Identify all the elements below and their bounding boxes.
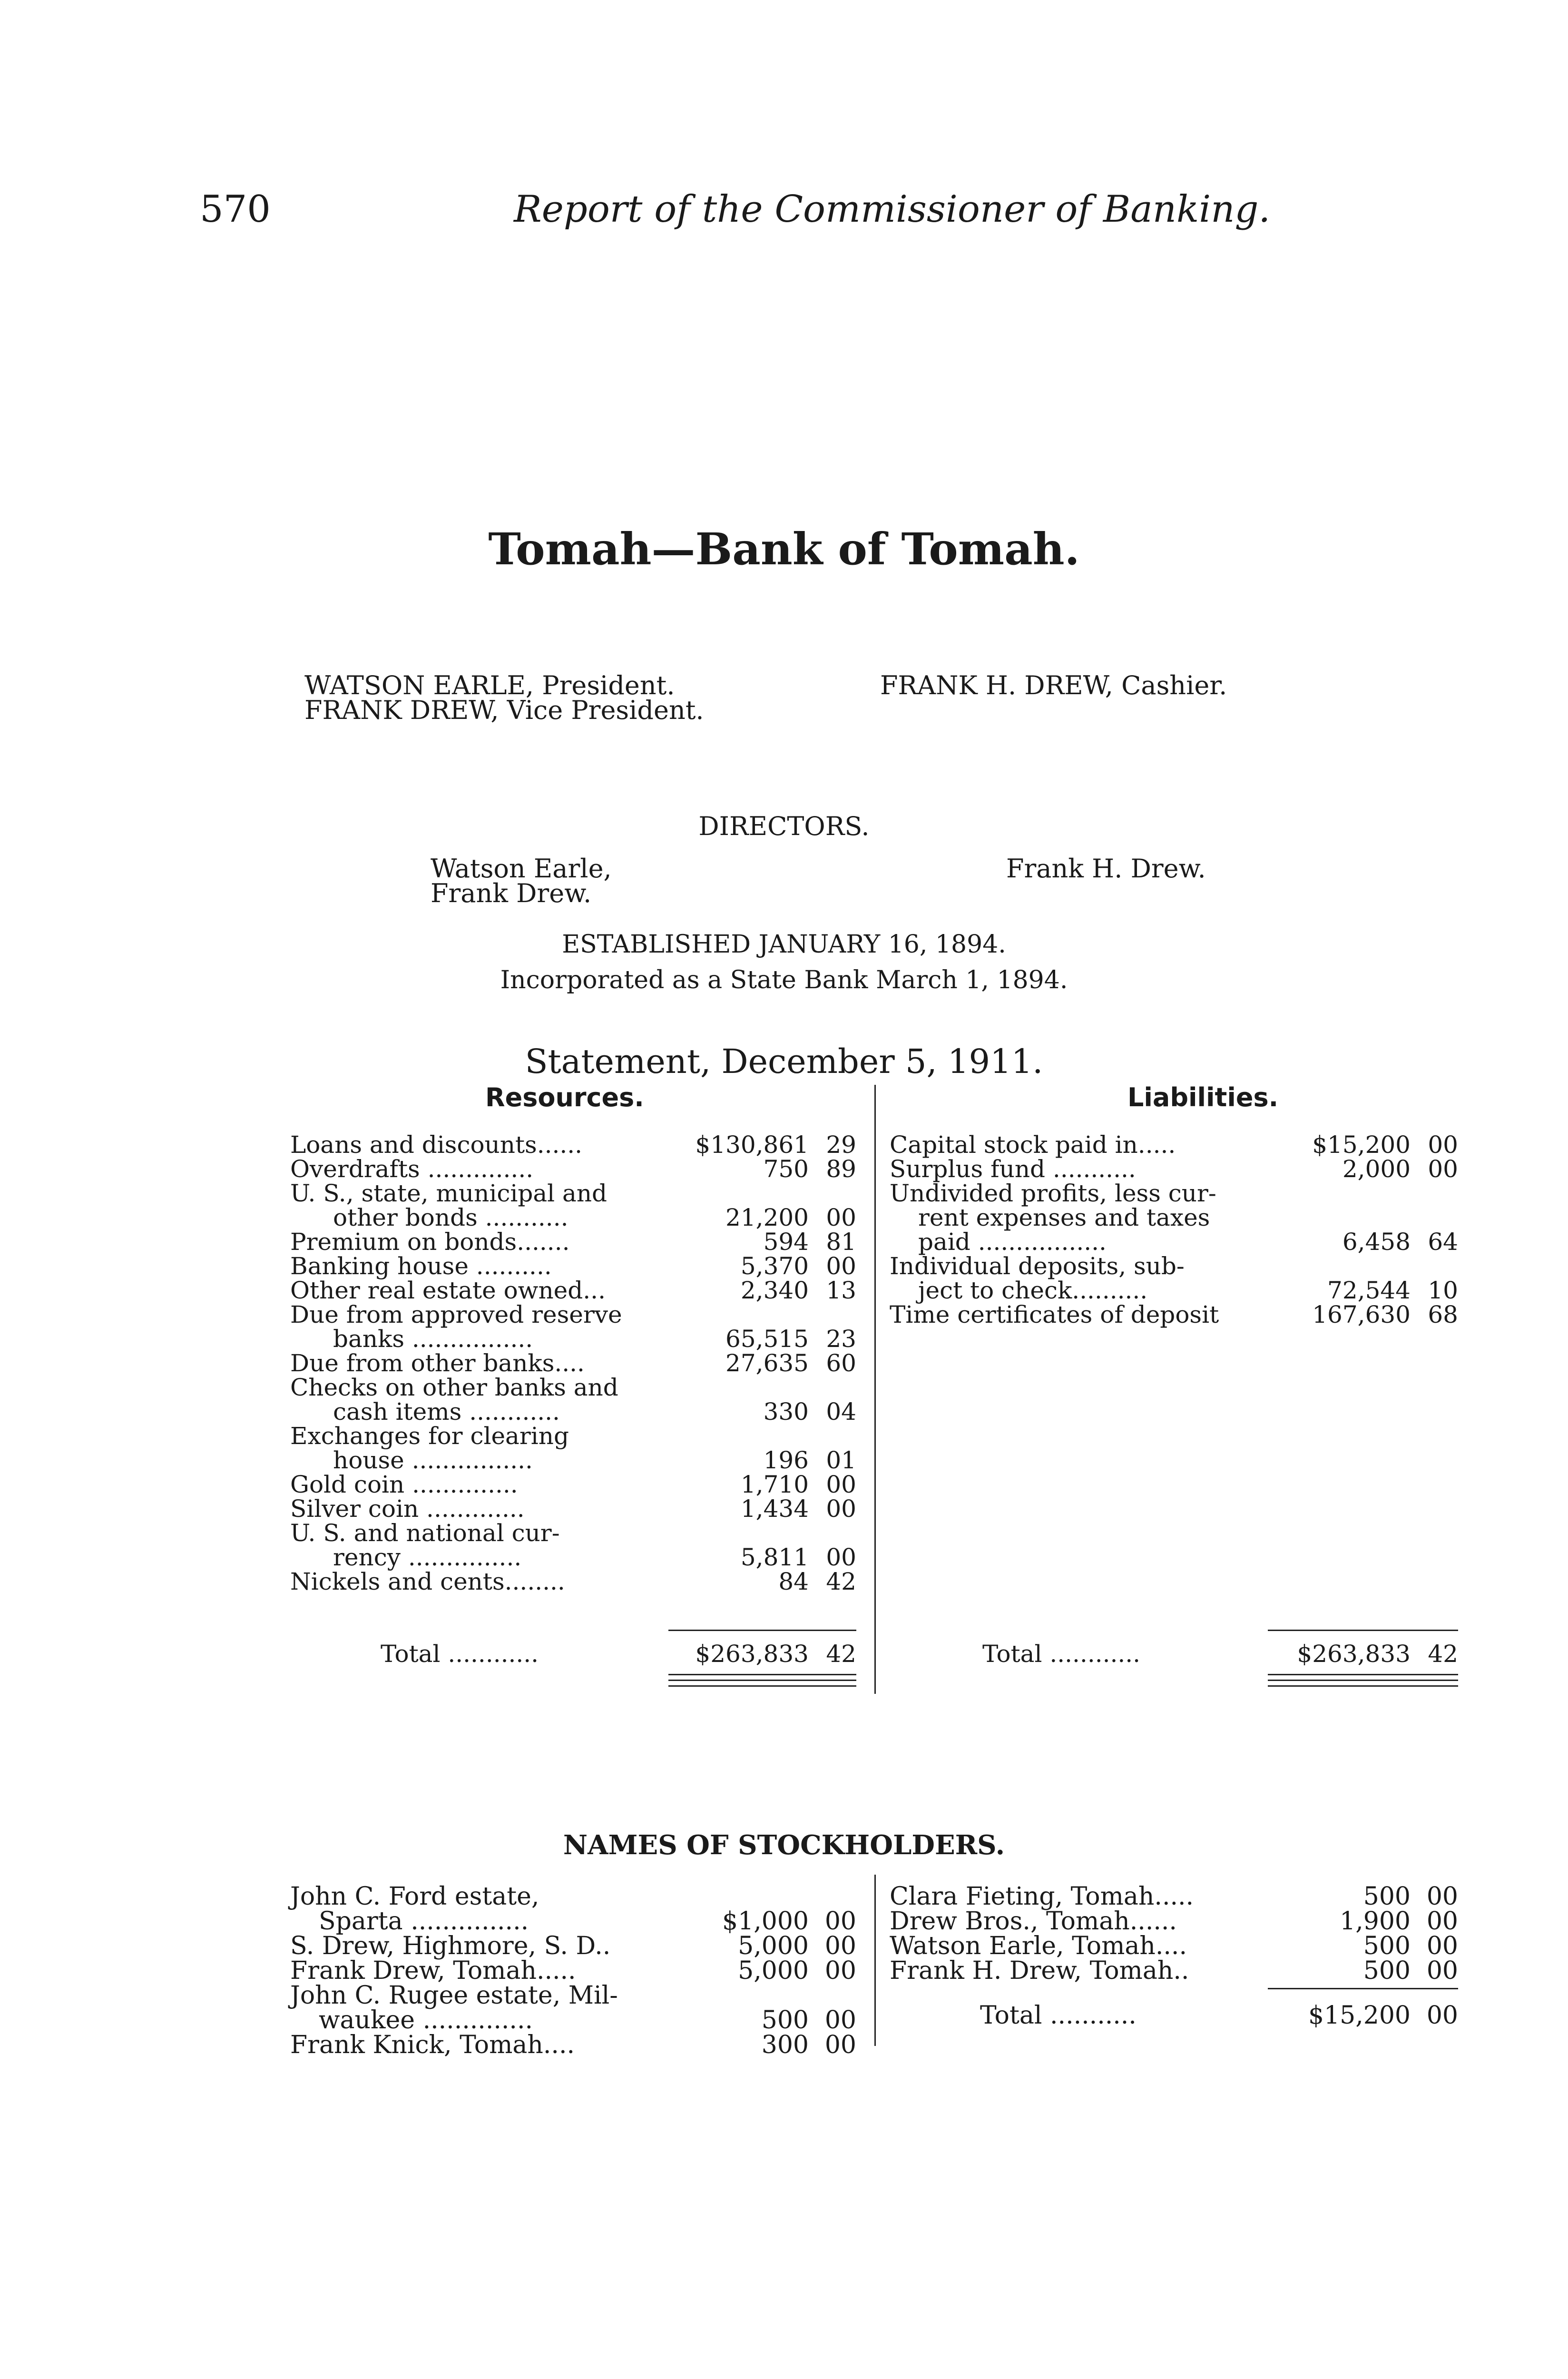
liabilities-total-double-rule-3 bbox=[1268, 1685, 1458, 1687]
stockholder-row bbox=[290, 1934, 856, 1958]
stockholders-total-row bbox=[890, 2003, 1458, 2028]
row-dollars: 1,710 bbox=[740, 1471, 809, 1498]
row-label: Frank Drew, Tomah..... bbox=[290, 1956, 576, 1985]
running-head: Report of the Commissioner of Banking. bbox=[514, 188, 1271, 231]
row-dollars: 1,900 bbox=[1340, 1907, 1411, 1936]
row-cents: 00 bbox=[1426, 2001, 1458, 2030]
row-dollars: $15,200 bbox=[1308, 2001, 1411, 2030]
row-label: Silver coin ............. bbox=[290, 1495, 525, 1523]
row-dollars: 72,544 bbox=[1327, 1277, 1411, 1304]
stockholder-row bbox=[290, 1983, 856, 2008]
row-cents: 81 bbox=[826, 1228, 856, 1256]
liability-row bbox=[890, 1278, 1458, 1302]
row-label: S. Drew, Highmore, S. D.. bbox=[290, 1932, 611, 1960]
stockholder-row bbox=[890, 1934, 1458, 1958]
liabilities-heading: Liabilities. bbox=[1127, 1082, 1279, 1112]
row-label: Total ........... bbox=[980, 2001, 1137, 2030]
row-label: Frank Knick, Tomah.... bbox=[290, 2031, 575, 2059]
row-label: Total ............ bbox=[982, 1640, 1141, 1668]
row-dollars: 6,458 bbox=[1342, 1228, 1411, 1256]
row-cents: 00 bbox=[826, 1471, 856, 1498]
director-left-2: Frank Drew. bbox=[431, 878, 592, 908]
row-cents: 00 bbox=[826, 1204, 856, 1231]
resource-row bbox=[290, 1448, 856, 1472]
incorporated-date: Incorporated as a State Bank March 1, 1894. bbox=[500, 966, 1068, 994]
row-dollars: 1,434 bbox=[740, 1495, 809, 1523]
row-cents: 00 bbox=[1428, 1155, 1458, 1183]
row-label: banks ................ bbox=[333, 1325, 533, 1353]
row-cents: 23 bbox=[826, 1325, 856, 1353]
row-label: other bonds ........... bbox=[333, 1204, 568, 1231]
row-label: ject to check.......... bbox=[918, 1277, 1148, 1304]
stockholder-row bbox=[890, 1958, 1458, 1983]
resource-row bbox=[290, 1521, 856, 1545]
row-label: Due from approved reserve bbox=[290, 1301, 622, 1328]
row-cents: 10 bbox=[1428, 1277, 1458, 1304]
liabilities-total-double-rule-2 bbox=[1268, 1680, 1458, 1681]
row-label: Total ............ bbox=[381, 1640, 539, 1668]
row-dollars: 300 bbox=[761, 2031, 809, 2059]
row-label: John C. Rugee estate, Mil- bbox=[290, 1981, 618, 2010]
stockholder-row bbox=[290, 2033, 856, 2057]
row-label: Gold coin .............. bbox=[290, 1471, 518, 1498]
officer-vice-president: FRANK DREW, Vice President. bbox=[304, 695, 704, 725]
resources-total-row bbox=[290, 1642, 856, 1666]
row-cents: 00 bbox=[824, 2031, 856, 2059]
directors-heading: DIRECTORS. bbox=[698, 811, 870, 841]
stockholder-row bbox=[890, 1909, 1458, 1934]
resource-row bbox=[290, 1157, 856, 1181]
resource-row bbox=[290, 1278, 856, 1302]
row-label: waukee .............. bbox=[319, 2006, 533, 2035]
resource-row bbox=[290, 1181, 856, 1205]
row-cents: 00 bbox=[1426, 1956, 1458, 1985]
row-dollars: $263,833 bbox=[1297, 1640, 1411, 1668]
row-label: rency ............... bbox=[333, 1543, 522, 1571]
row-dollars: 500 bbox=[1363, 1932, 1411, 1960]
resources-total-double-rule-3 bbox=[668, 1685, 856, 1687]
row-label: Undivided profits, less cur- bbox=[890, 1180, 1216, 1207]
row-dollars: 500 bbox=[1363, 1956, 1411, 1985]
row-dollars: 84 bbox=[778, 1568, 809, 1595]
resource-row bbox=[290, 1351, 856, 1375]
row-dollars: 196 bbox=[763, 1446, 809, 1474]
row-label: Loans and discounts...... bbox=[290, 1131, 583, 1159]
row-label: U. S. and national cur- bbox=[290, 1519, 560, 1547]
statement-title: Statement, December 5, 1911. bbox=[525, 1042, 1043, 1081]
row-label: Sparta ............... bbox=[319, 1907, 529, 1936]
row-cents: 00 bbox=[1426, 1907, 1458, 1936]
row-label: Exchanges for clearing bbox=[290, 1422, 569, 1450]
row-dollars: $130,861 bbox=[695, 1131, 809, 1159]
row-dollars: 500 bbox=[1363, 1882, 1411, 1911]
page-number: 570 bbox=[200, 188, 271, 231]
row-cents: 04 bbox=[826, 1398, 856, 1425]
resource-row bbox=[290, 1327, 856, 1351]
row-cents: 68 bbox=[1428, 1301, 1458, 1328]
row-cents: 42 bbox=[826, 1640, 856, 1668]
liability-row bbox=[890, 1181, 1458, 1205]
resource-row bbox=[290, 1545, 856, 1569]
stockholder-row bbox=[890, 1884, 1458, 1909]
row-cents: 00 bbox=[1426, 1882, 1458, 1911]
row-cents: 00 bbox=[826, 1543, 856, 1571]
row-label: Surplus fund ........... bbox=[890, 1155, 1136, 1183]
row-cents: 00 bbox=[826, 1495, 856, 1523]
stockholder-row bbox=[290, 1958, 856, 1983]
row-cents: 00 bbox=[826, 1252, 856, 1280]
stockholder-row bbox=[290, 2008, 856, 2033]
row-cents: 00 bbox=[824, 2006, 856, 2035]
row-cents: 64 bbox=[1428, 1228, 1458, 1256]
row-cents: 60 bbox=[826, 1349, 856, 1377]
resource-row bbox=[290, 1569, 856, 1593]
resource-row bbox=[290, 1472, 856, 1496]
liabilities-total-row bbox=[890, 1642, 1458, 1666]
resource-row bbox=[290, 1254, 856, 1278]
officer-cashier: FRANK H. DREW, Cashier. bbox=[880, 670, 1227, 700]
stockholder-row bbox=[290, 1884, 856, 1909]
row-label: Nickels and cents........ bbox=[290, 1568, 565, 1595]
row-label: U. S., state, municipal and bbox=[290, 1180, 608, 1207]
row-cents: 13 bbox=[826, 1277, 856, 1304]
resource-row bbox=[290, 1229, 856, 1254]
resources-total-double-rule-2 bbox=[668, 1680, 856, 1681]
resources-subtotal-rule bbox=[668, 1630, 856, 1631]
row-dollars: 750 bbox=[763, 1155, 809, 1183]
liability-row bbox=[890, 1157, 1458, 1181]
row-dollars: 330 bbox=[763, 1398, 809, 1425]
resource-row bbox=[290, 1132, 856, 1157]
row-label: Time certificates of deposit bbox=[890, 1301, 1219, 1328]
row-dollars: 594 bbox=[763, 1228, 809, 1256]
stockholders-column-divider bbox=[874, 1875, 876, 2046]
row-dollars: 21,200 bbox=[725, 1204, 809, 1231]
row-label: house ................ bbox=[333, 1446, 533, 1474]
row-cents: 89 bbox=[826, 1155, 856, 1183]
row-dollars: 27,635 bbox=[725, 1349, 809, 1377]
resource-row bbox=[290, 1205, 856, 1229]
page-title: Tomah—Bank of Tomah. bbox=[488, 523, 1080, 575]
resources-heading: Resources. bbox=[485, 1082, 644, 1112]
row-cents: 00 bbox=[1428, 1131, 1458, 1159]
row-cents: 00 bbox=[824, 1932, 856, 1960]
row-dollars: $263,833 bbox=[695, 1640, 809, 1668]
row-dollars: 2,340 bbox=[740, 1277, 809, 1304]
stockholder-row bbox=[290, 1909, 856, 1934]
row-label: cash items ............ bbox=[333, 1398, 560, 1425]
director-right-1: Frank H. Drew. bbox=[1006, 854, 1206, 884]
liabilities-total-double-rule-1 bbox=[1268, 1674, 1458, 1675]
row-label: Frank H. Drew, Tomah.. bbox=[890, 1956, 1189, 1985]
officer-president: WATSON EARLE, President. bbox=[304, 670, 675, 700]
resource-row bbox=[290, 1424, 856, 1448]
row-cents: 29 bbox=[826, 1131, 856, 1159]
row-label: rent expenses and taxes bbox=[918, 1204, 1210, 1231]
row-label: Premium on bonds....... bbox=[290, 1228, 570, 1256]
row-label: Clara Fieting, Tomah..... bbox=[890, 1882, 1194, 1911]
row-cents: 42 bbox=[1428, 1640, 1458, 1668]
row-cents: 00 bbox=[824, 1956, 856, 1985]
row-cents: 00 bbox=[824, 1907, 856, 1936]
established-date: ESTABLISHED JANUARY 16, 1894. bbox=[562, 930, 1006, 959]
director-left-1: Watson Earle, bbox=[431, 854, 612, 884]
row-label: Watson Earle, Tomah.... bbox=[890, 1932, 1187, 1960]
row-dollars: 167,630 bbox=[1312, 1301, 1411, 1328]
row-dollars: 65,515 bbox=[725, 1325, 809, 1353]
row-label: Other real estate owned... bbox=[290, 1277, 606, 1304]
row-label: Due from other banks.... bbox=[290, 1349, 585, 1377]
liability-row bbox=[890, 1254, 1458, 1278]
resource-row bbox=[290, 1399, 856, 1424]
row-label: Capital stock paid in..... bbox=[890, 1131, 1176, 1159]
row-dollars: 2,000 bbox=[1342, 1155, 1411, 1183]
row-dollars: $1,000 bbox=[722, 1907, 809, 1936]
row-label: Drew Bros., Tomah...... bbox=[890, 1907, 1177, 1936]
stockholders-total-rule bbox=[1268, 1988, 1458, 1989]
row-dollars: $15,200 bbox=[1312, 1131, 1411, 1159]
row-label: Overdrafts .............. bbox=[290, 1155, 534, 1183]
resource-row bbox=[290, 1496, 856, 1521]
row-label: paid ................. bbox=[918, 1228, 1107, 1256]
row-cents: 42 bbox=[826, 1568, 856, 1595]
row-label: Individual deposits, sub- bbox=[890, 1252, 1185, 1280]
liabilities-subtotal-rule bbox=[1268, 1630, 1458, 1631]
row-dollars: 5,000 bbox=[738, 1932, 809, 1960]
liability-row bbox=[890, 1302, 1458, 1327]
row-label: Banking house .......... bbox=[290, 1252, 552, 1280]
resource-row bbox=[290, 1375, 856, 1399]
liability-row bbox=[890, 1132, 1458, 1157]
resources-total-double-rule-1 bbox=[668, 1674, 856, 1675]
row-cents: 00 bbox=[1426, 1932, 1458, 1960]
row-dollars: 5,811 bbox=[740, 1543, 809, 1571]
row-dollars: 5,000 bbox=[738, 1956, 809, 1985]
row-cents: 01 bbox=[826, 1446, 856, 1474]
stockholders-heading: NAMES OF STOCKHOLDERS. bbox=[563, 1829, 1005, 1861]
resource-row bbox=[290, 1302, 856, 1327]
liability-row bbox=[890, 1205, 1458, 1229]
liability-row bbox=[890, 1229, 1458, 1254]
statement-column-divider bbox=[874, 1085, 876, 1694]
row-label: Checks on other banks and bbox=[290, 1374, 618, 1401]
row-dollars: 5,370 bbox=[740, 1252, 809, 1280]
row-dollars: 500 bbox=[761, 2006, 809, 2035]
row-label: John C. Ford estate, bbox=[290, 1882, 539, 1911]
